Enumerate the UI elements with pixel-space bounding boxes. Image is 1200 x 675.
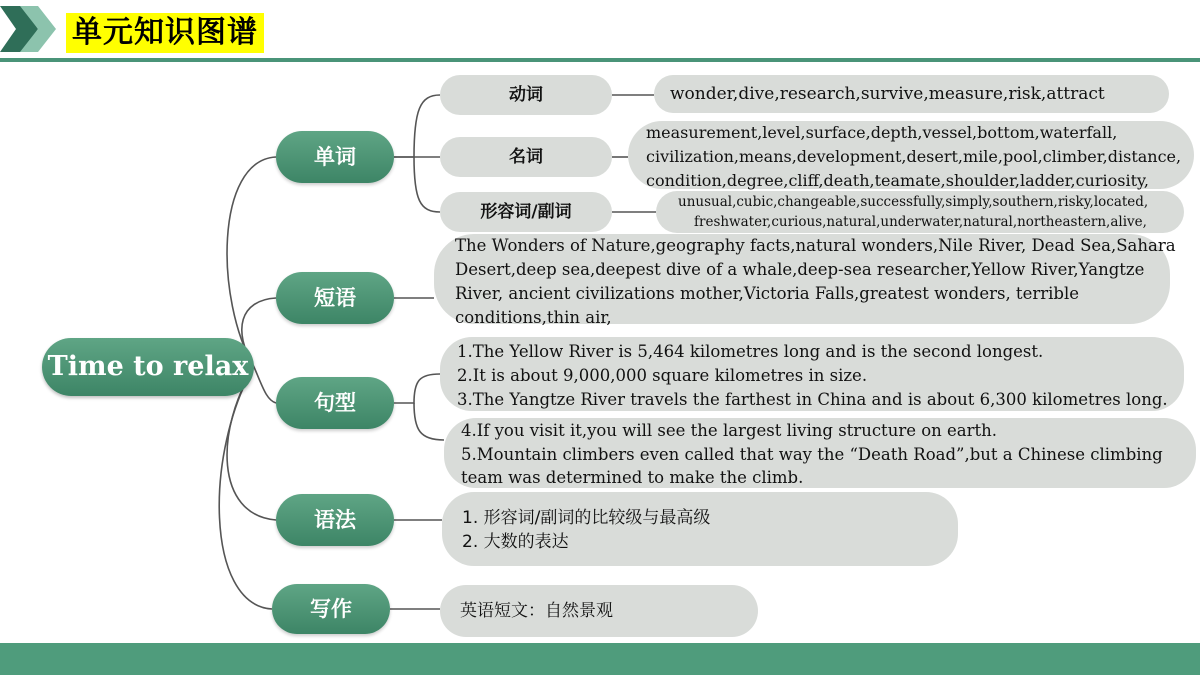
connector-sentences-group1 bbox=[394, 374, 440, 403]
phrases-line: River, ancient civilizations mother,Victoria Falls,greatest wonders, terrible bbox=[455, 284, 1079, 303]
nouns-line: civilization,means,development,desert,mile,pool,climber,distance, bbox=[646, 147, 1182, 166]
connector-words-verbs bbox=[394, 95, 440, 157]
sentence-line: 4.If you visit it,you will see the largest living structure on earth. bbox=[461, 421, 998, 440]
phrases-line: Desert,deep sea,deepest dive of a whale,deep-sea researcher,Yellow River,Yangtze bbox=[455, 260, 1145, 279]
writing-text: 英语短文：自然景观 bbox=[460, 601, 613, 621]
footer-bar bbox=[0, 643, 1200, 675]
sentence-line: 5.Mountain climbers even called that way the “Death Road”,but a Chinese climbing bbox=[461, 444, 1163, 464]
sub-adjadv: 形容词/副词 bbox=[440, 192, 612, 232]
adjadv-line: freshwater,curious,natural,underwater,natural,northeastern,alive, bbox=[694, 214, 1147, 230]
branch-words: 单词 bbox=[276, 131, 394, 183]
nouns-box bbox=[628, 121, 1194, 189]
grammar-box bbox=[442, 492, 958, 566]
page-title: 单元知识图谱 bbox=[66, 13, 264, 53]
verbs-text: wonder,dive,research,survive,measure,risk,attract bbox=[670, 84, 1105, 104]
branch-grammar: 语法 bbox=[276, 494, 394, 546]
sentences-group1-box bbox=[440, 337, 1184, 411]
sentence-line: team was determined to make the climb. bbox=[461, 468, 804, 487]
connector-center-sentences bbox=[254, 367, 276, 403]
branch-phrases: 短语 bbox=[276, 272, 394, 324]
phrases-line: conditions,thin air, bbox=[455, 308, 612, 327]
writing-box bbox=[440, 585, 758, 637]
center-node: Time to relax bbox=[42, 338, 254, 396]
sentence-line: 1.The Yellow River is 5,464 kilometres long and is the second longest. bbox=[457, 342, 1044, 361]
connector-words-adjadv bbox=[414, 157, 440, 212]
connector-center-writing bbox=[219, 367, 272, 609]
branch-writing: 写作 bbox=[272, 584, 390, 634]
branch-sentences: 句型 bbox=[276, 377, 394, 429]
sentences-group2-box bbox=[444, 418, 1196, 488]
sentence-line: 3.The Yangtze River travels the farthest in China and is about 6,300 kilometres long. bbox=[457, 390, 1168, 409]
phrases-line: The Wonders of Nature,geography facts,natural wonders,Nile River, Dead Sea,Sahara bbox=[455, 236, 1176, 255]
adjadv-box bbox=[656, 191, 1184, 233]
phrases-box bbox=[434, 234, 1176, 327]
nouns-line: condition,degree,cliff,death,teamate,shoulder,ladder,curiosity, bbox=[646, 171, 1149, 190]
verbs-box bbox=[654, 75, 1169, 113]
grammar-line: 2. 大数的表达 bbox=[462, 532, 569, 552]
adjadv-line: unusual,cubic,changeable,successfully,simply,southern,risky,located, bbox=[678, 194, 1149, 210]
sub-nouns: 名词 bbox=[440, 137, 612, 177]
connector-center-words bbox=[227, 157, 276, 367]
nouns-line: measurement,level,surface,depth,vessel,bottom,waterfall, bbox=[646, 123, 1118, 142]
connector-sentences-group2 bbox=[414, 403, 444, 440]
grammar-line: 1. 形容词/副词的比较级与最高级 bbox=[462, 508, 711, 528]
sub-verbs: 动词 bbox=[440, 75, 612, 115]
sentence-line: 2.It is about 9,000,000 square kilometres in size. bbox=[457, 366, 868, 385]
